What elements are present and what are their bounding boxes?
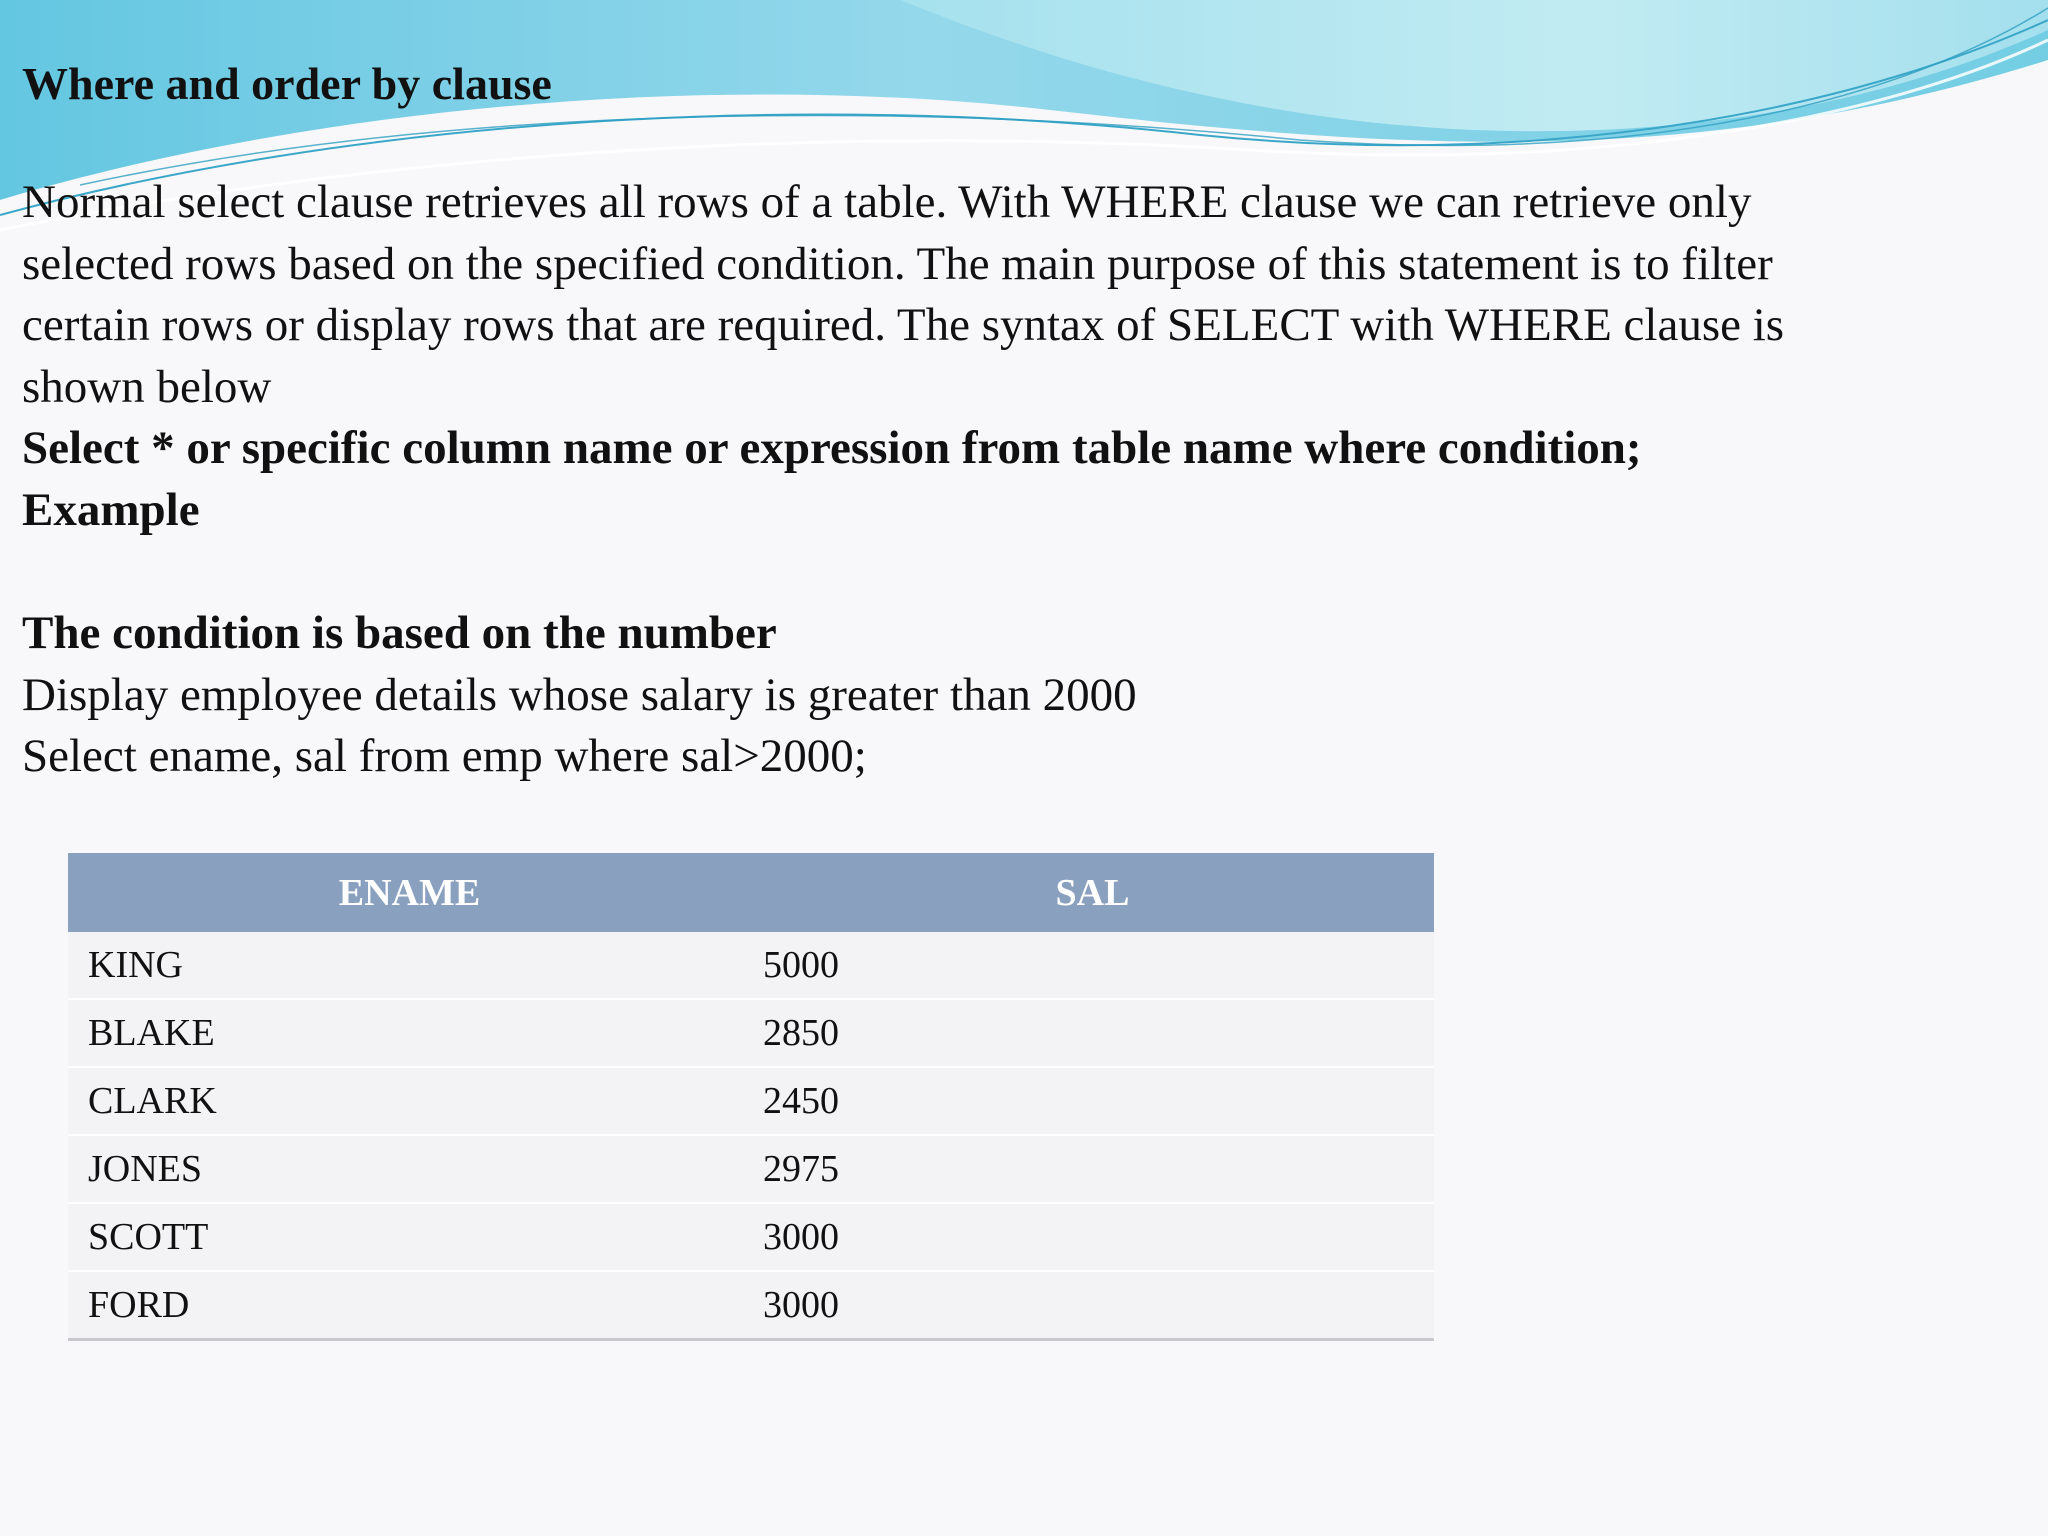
cell-sal: 2975 [751, 1135, 1434, 1203]
example-label: Example [22, 483, 200, 536]
paragraph-line-4: shown below [22, 360, 272, 413]
table-row [68, 1203, 1434, 1271]
table-row [68, 1271, 1434, 1340]
column-header-ename: ENAME [68, 853, 751, 932]
table-row [68, 1067, 1434, 1135]
syntax-line: Select * or specific column name or expression from table name where condition; [22, 422, 1642, 474]
spacer [22, 120, 2012, 172]
paragraph-line-2: selected rows based on the specified condition. The main purpose of this statement is to filter [22, 237, 1773, 290]
cell-ename: CLARK [68, 1067, 751, 1135]
cell-ename: KING [68, 932, 751, 999]
cell-sal: 3000 [751, 1203, 1434, 1271]
cell-ename: SCOTT [68, 1203, 751, 1271]
cell-sal: 2450 [751, 1067, 1434, 1135]
condition-heading: The condition is based on the number [22, 607, 777, 659]
cell-sal: 3000 [751, 1271, 1434, 1340]
table-header-row [68, 853, 1434, 932]
cell-sal: 5000 [751, 932, 1434, 999]
sql-query: Select ename, sal from emp where sal>2000; [22, 730, 867, 782]
column-header-sal: SAL [751, 853, 1434, 932]
table-row [68, 1135, 1434, 1203]
cell-sal: 2850 [751, 999, 1434, 1067]
result-table [68, 853, 1434, 1341]
slide-content [22, 48, 2012, 788]
paragraph-line-1: Normal select clause retrieves all rows of a table. With WHERE clause we can retrieve only [22, 176, 1752, 228]
table-row [68, 932, 1434, 999]
paragraph-line-3: certain rows or display rows that are required. The syntax of SELECT with WHERE clause is [22, 299, 1785, 351]
task-description: Display employee details whose salary is greater than 2000 [22, 668, 1137, 721]
spacer [22, 541, 2012, 603]
cell-ename: JONES [68, 1135, 751, 1203]
slide-title: Where and order by clause [22, 58, 552, 109]
table-row [68, 999, 1434, 1067]
cell-ename: BLAKE [68, 999, 751, 1067]
cell-ename: FORD [68, 1271, 751, 1340]
